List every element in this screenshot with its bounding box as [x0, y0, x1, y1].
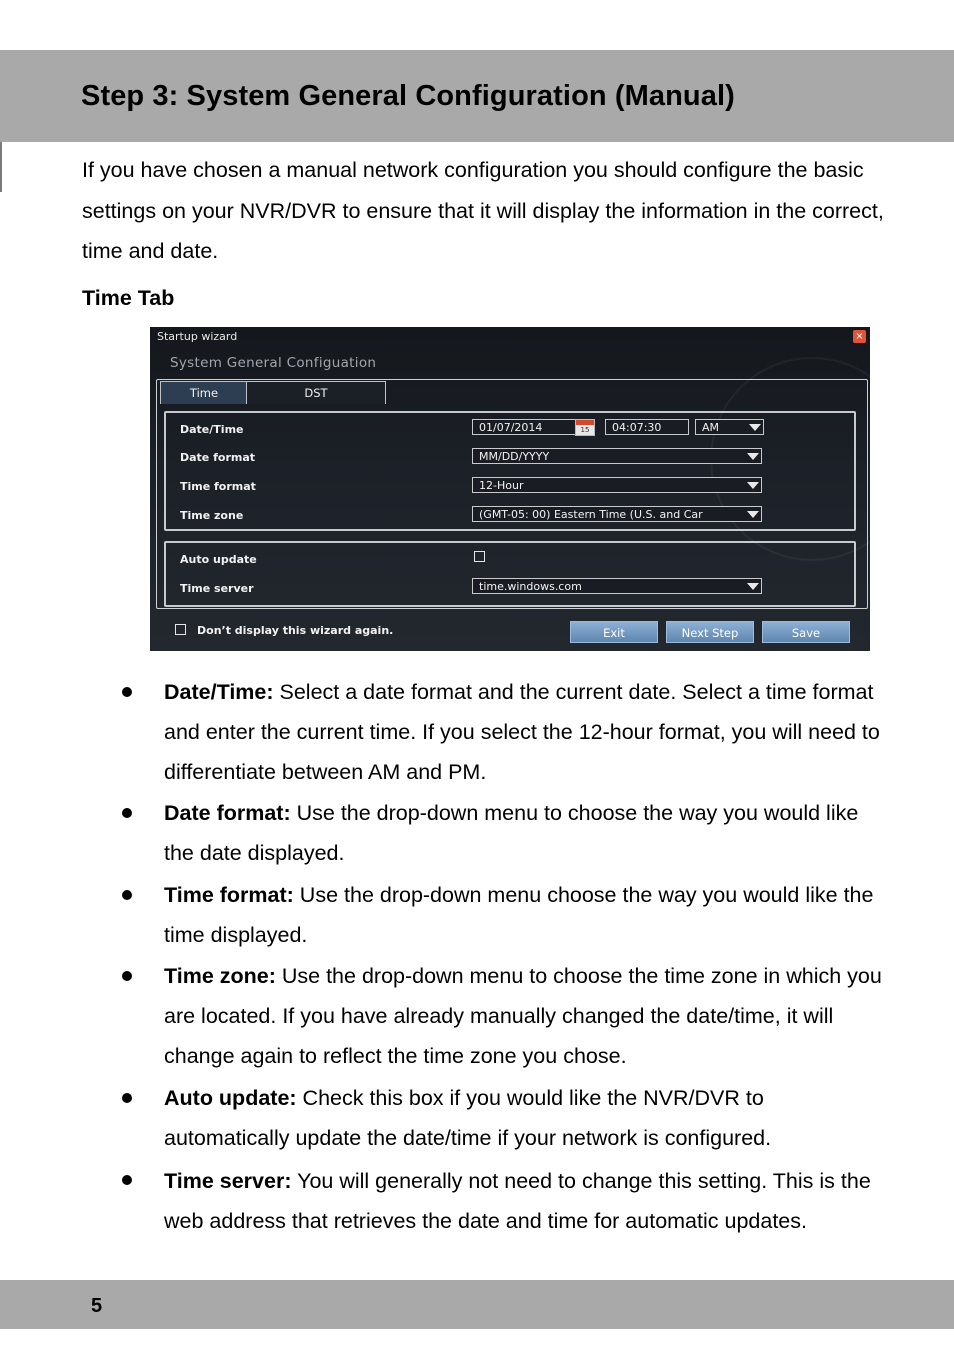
window-title: Startup wizard — [157, 330, 238, 343]
close-icon[interactable]: × — [853, 330, 866, 343]
bullet-icon — [122, 1175, 132, 1185]
bullet-desc: Check this box if you would like the NVR/DVR to automatically update the date/time if your network is configured. — [164, 1086, 772, 1150]
chevron-down-icon — [749, 424, 761, 431]
dont-display-label: Don’t display this wizard again. — [197, 624, 394, 637]
time-server-value: time.windows.com — [479, 580, 582, 593]
bullet-desc: Use the drop-down menu to choose the way you would like the date displayed. — [164, 801, 859, 865]
bullet-desc: Use the drop-down menu choose the way you would like the time displayed. — [164, 883, 874, 947]
auto-update-label: Auto update — [180, 553, 257, 566]
bullet-desc: Use the drop-down menu to choose the time zone in which you are located. If you have already manually changed the date/time, it will change again to reflect the time zone you chose. — [164, 964, 882, 1068]
bullet-term: Date format: — [164, 801, 291, 825]
date-format-select[interactable] — [472, 448, 762, 464]
auto-update-group — [164, 541, 856, 607]
date-input[interactable]: 01/07/2014 — [472, 419, 576, 435]
intro-paragraph: If you have chosen a manual network configuration you should configure the basic settings on your NVR/DVR to ensure that it will display the information in the correct, time and date. — [82, 158, 884, 263]
date-format-value: MM/DD/YYYY — [479, 450, 550, 463]
bullet-icon — [122, 687, 132, 697]
time-input[interactable]: 04:07:30 — [605, 419, 689, 435]
tab-time[interactable]: Time — [160, 381, 248, 404]
page-title: Step 3: System General Configuration (Manual) — [81, 80, 735, 112]
chevron-down-icon — [747, 453, 759, 460]
time-zone-label: Time zone — [180, 509, 244, 522]
time-zone-select[interactable] — [472, 506, 762, 522]
bullet-term: Time format: — [164, 883, 294, 907]
margin-rule — [0, 142, 2, 192]
chevron-down-icon — [747, 511, 759, 518]
chevron-down-icon — [747, 583, 759, 590]
save-button[interactable]: Save — [762, 621, 850, 643]
time-server-label: Time server — [180, 582, 254, 595]
auto-update-checkbox[interactable] — [474, 551, 485, 562]
time-format-value: 12-Hour — [479, 479, 524, 492]
bullet-text — [164, 672, 884, 792]
bullet-desc: Select a date format and the current date. Select a time format and enter the current time. If you select the 12-hour format, you will need to differentiate between AM and PM. — [164, 680, 880, 784]
bullet-text — [164, 875, 884, 955]
date-format-label: Date format — [180, 451, 256, 464]
time-zone-value: (GMT-05: 00) Eastern Time (U.S. and Car — [479, 508, 703, 521]
bullet-text — [164, 1078, 884, 1158]
time-server-select[interactable] — [472, 578, 762, 594]
footer-band — [0, 1280, 954, 1329]
time-format-label: Time format — [180, 480, 256, 493]
bullet-icon — [122, 890, 132, 900]
bullet-desc: You will generally not need to change this setting. This is the web address that retrieves the date and time for automatic updates. — [164, 1169, 871, 1233]
bullet-text — [164, 793, 884, 873]
chevron-down-icon — [747, 482, 759, 489]
datetime-label: Date/Time — [180, 423, 244, 436]
exit-button[interactable]: Exit — [570, 621, 658, 643]
ampm-value: AM — [702, 421, 720, 434]
section-heading: Time Tab — [82, 286, 175, 310]
wizard-screenshot — [150, 327, 870, 651]
bullet-term: Auto update: — [164, 1086, 297, 1110]
time-format-select[interactable] — [472, 477, 762, 493]
calendar-icon[interactable]: 15 — [575, 419, 595, 436]
dont-display-checkbox[interactable] — [175, 624, 186, 635]
bullet-icon — [122, 1093, 132, 1103]
bullet-text — [164, 1161, 884, 1241]
wizard-heading: System General Configuation — [170, 355, 377, 371]
tab-dst[interactable]: DST — [246, 381, 386, 404]
bullet-term: Date/Time: — [164, 680, 274, 704]
page-number: 5 — [91, 1295, 103, 1317]
bullet-term: Time zone: — [164, 964, 276, 988]
bullet-text — [164, 956, 884, 1076]
bullet-icon — [122, 971, 132, 981]
ampm-select[interactable] — [695, 419, 764, 435]
bullet-icon — [122, 808, 132, 818]
bullet-term: Time server: — [164, 1169, 292, 1193]
next-step-button[interactable]: Next Step — [666, 621, 754, 643]
